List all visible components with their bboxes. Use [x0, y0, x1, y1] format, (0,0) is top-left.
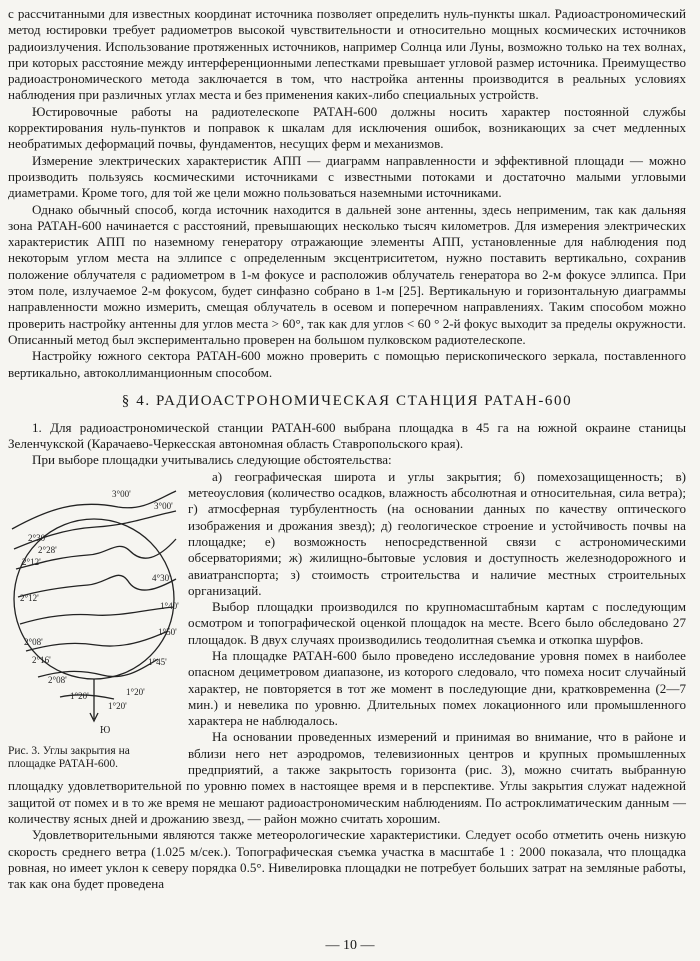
angle-label: 1°20' — [108, 700, 127, 711]
paragraph: а) географическая широта и углы закрытия; б) помехозащищенность; в) метеоусловия (количество осадков, влажность абсолютная и относительная, сила ветра); г) атмосферная турбулентность (на основании данных по качеству оптического изображения и дрожания звезд); д) геологическое строение и устойчивость почвы на площадке; е) возможность непосредственной связи с астрономическими обсерваториями; ж) жилищно-бытовые условия и доступность железнодорожного и авиатранспорта; з) стоимость строительства и наличие местных строительных организаций. — [188, 468, 686, 598]
angle-label: 2°12' — [20, 592, 39, 603]
horizon-diagram — [8, 469, 180, 741]
angle-label: 1°20' — [126, 686, 145, 697]
angle-label: 2°30' — [28, 532, 47, 543]
contour-line — [26, 631, 168, 651]
contour-line — [20, 607, 174, 624]
angle-label: 1°50' — [158, 626, 177, 637]
figure-horizon-angles — [8, 469, 180, 769]
angle-label: 3°00' — [112, 488, 131, 499]
angle-label: 1°45' — [148, 656, 167, 667]
contour-line — [12, 488, 176, 529]
paragraph: Выбор площадки производился по крупномасштабным картам с последующим осмотром и топографической оценкой площадок на месте. Всего было обследовано 27 площадок. В двух случаях производились теодолитная съемка и откопка шурфов. — [188, 599, 686, 647]
paragraph: с рассчитанными для известных координат источника позволяет определить нуль-пункты шкал. Радиоастрономический метод юстировки требует радиометров высокой чувствительности и относительно мощных космических источников радиоизлучения. Использование протяженных источников, например Солнца или Луны, возможно только на тех волнах, при которых расстояние между интерференционными лепестками превышает угловой размер источника. Преимущество радиоастрономического метода заключается в том, что настройка антенны производится в реальных условиях наблюдения при различных углах места и без применения каких-либо специальных устройств. — [8, 6, 686, 103]
paragraph: На площадке РАТАН-600 было проведено исследование уровня помех в наиболее опасном дециметровом диапазоне, из которого следовало, что помеха носит случайный характер, не повторяется в тот же момент в последующие дни, кратковременна (2—7 мин.) и невелика по уровню. Длительных помех локационного или промышленного характера не наблюдалось. — [188, 647, 686, 729]
north-label: Ю — [100, 724, 111, 736]
angle-label: 1°20' — [70, 690, 89, 701]
paragraph: Настройку южного сектора РАТАН-600 можно проверить с помощью перископического зеркала, поставленного вертикально, автоколлиманционным способом. — [8, 348, 686, 380]
angle-label: 2°16' — [32, 654, 51, 665]
figure-caption: Рис. 3. Углы закрытия на площадке РАТАН-600. — [8, 744, 130, 770]
angle-label: 2°08' — [24, 636, 43, 647]
angle-label: 3°00' — [154, 500, 173, 511]
angle-label: 4°30' — [152, 572, 171, 583]
section-title: § 4. РАДИОАСТРОНОМИЧЕСКАЯ СТАНЦИЯ РАТАН-600 — [121, 392, 573, 409]
angle-label: 2°12' — [22, 556, 41, 567]
top-text-block — [8, 6, 686, 381]
page-number: — 10 — — [325, 938, 375, 953]
paragraph: При выборе площадки учитывались следующие обстоятельства: — [32, 452, 392, 468]
angle-label: 2°08' — [48, 674, 67, 685]
angle-label: 2°28' — [38, 544, 57, 555]
paragraph: Измерение электрических характеристик АПП — диаграмм направленности и эффективной площади — можно производить пользуясь космическими источниками с известными потоками и достаточно малыми угловыми диаметрами. Кроме того, для той же цели можно пользоваться наземными источниками. — [8, 152, 686, 201]
paragraph: Однако обычный способ, когда источник находится в дальней зоне антенны, здесь неприменим, так как дальняя зона РАТАН-600 начинается с расстояний, превышающих несколько тысяч километров. Для измерения электрических характеристик АПП по наземному генератору отражающие элементы АПП, установленные для наблюдения под некоторым углом места на эллипсе с определенным эксцентриситетом, нужно поставить вертикально, сохранив положение облучателя с радиометром в 1-м фокусе и расположив облучатель генератора во 2-м фокусе эллипса. При этом поле, излучаемое 2-м фокусом, будет синфазно собрано в 1-м [25]. Вертикальную и горизонтальную диаграммы направленности можно измерить, смещая облучатель в осевом и поперечном направлениях. Таким способом можно проверить настройку антенны для углов места > 60°, так как для углов < 60 ° 2-й фокус выходит за пределы окружности. Описанный метод был экспериментально проверен на большом пулковском радиотелескопе. — [8, 201, 686, 347]
paragraph: 1. Для радиоастрономической станции РАТАН-600 выбрана площадка в 45 га на южной окраине станицы Зеленчукской (Карачаево-Черкесская автономная область Ставропольского края). — [8, 419, 686, 452]
paragraph: На основании проведенных измерений и принимая во внимание, что в районе и вблизи него нет аэродромов, телевизионных центров и крупных промышленных предприятий, а также закрытость горизонта (рис. 3), можно считать выбранную площадку удовлетворительной по уровню помех в настоящее время и в перспективе. Углы закрытия служат надежной защитой от помех и в то же время не мешают радиоастрономическим наблюдениям. По астроклиматическим данным — количеству ясных дней и дрожанию звезд, — район можно считать хорошим. — [8, 729, 686, 826]
paragraph: Юстировочные работы на радиотелескопе РАТАН-600 должны носить характер постоянной службы корректирования нуль-пунктов и поправок к шкалам для исключения ошибок, возникающих за счет медленных необратимых деформаций почвы, фундаментов, несущих ферм и механизмов. — [8, 103, 686, 152]
angle-label: 1°40' — [160, 600, 179, 611]
paragraph: Удовлетворительными являются также метеорологические характеристики. Следует особо отметить очень низкую скорость среднего ветра (1.025 м/сек.). Топографическая съемка участка в масштабе 1 : 2000 показала, что площадка ровная, но имеет уклон к северу порядка 0.5°. Нивелировка площадки не потребует больших затрат на земляные работы, так как она будет проведена — [8, 827, 686, 892]
